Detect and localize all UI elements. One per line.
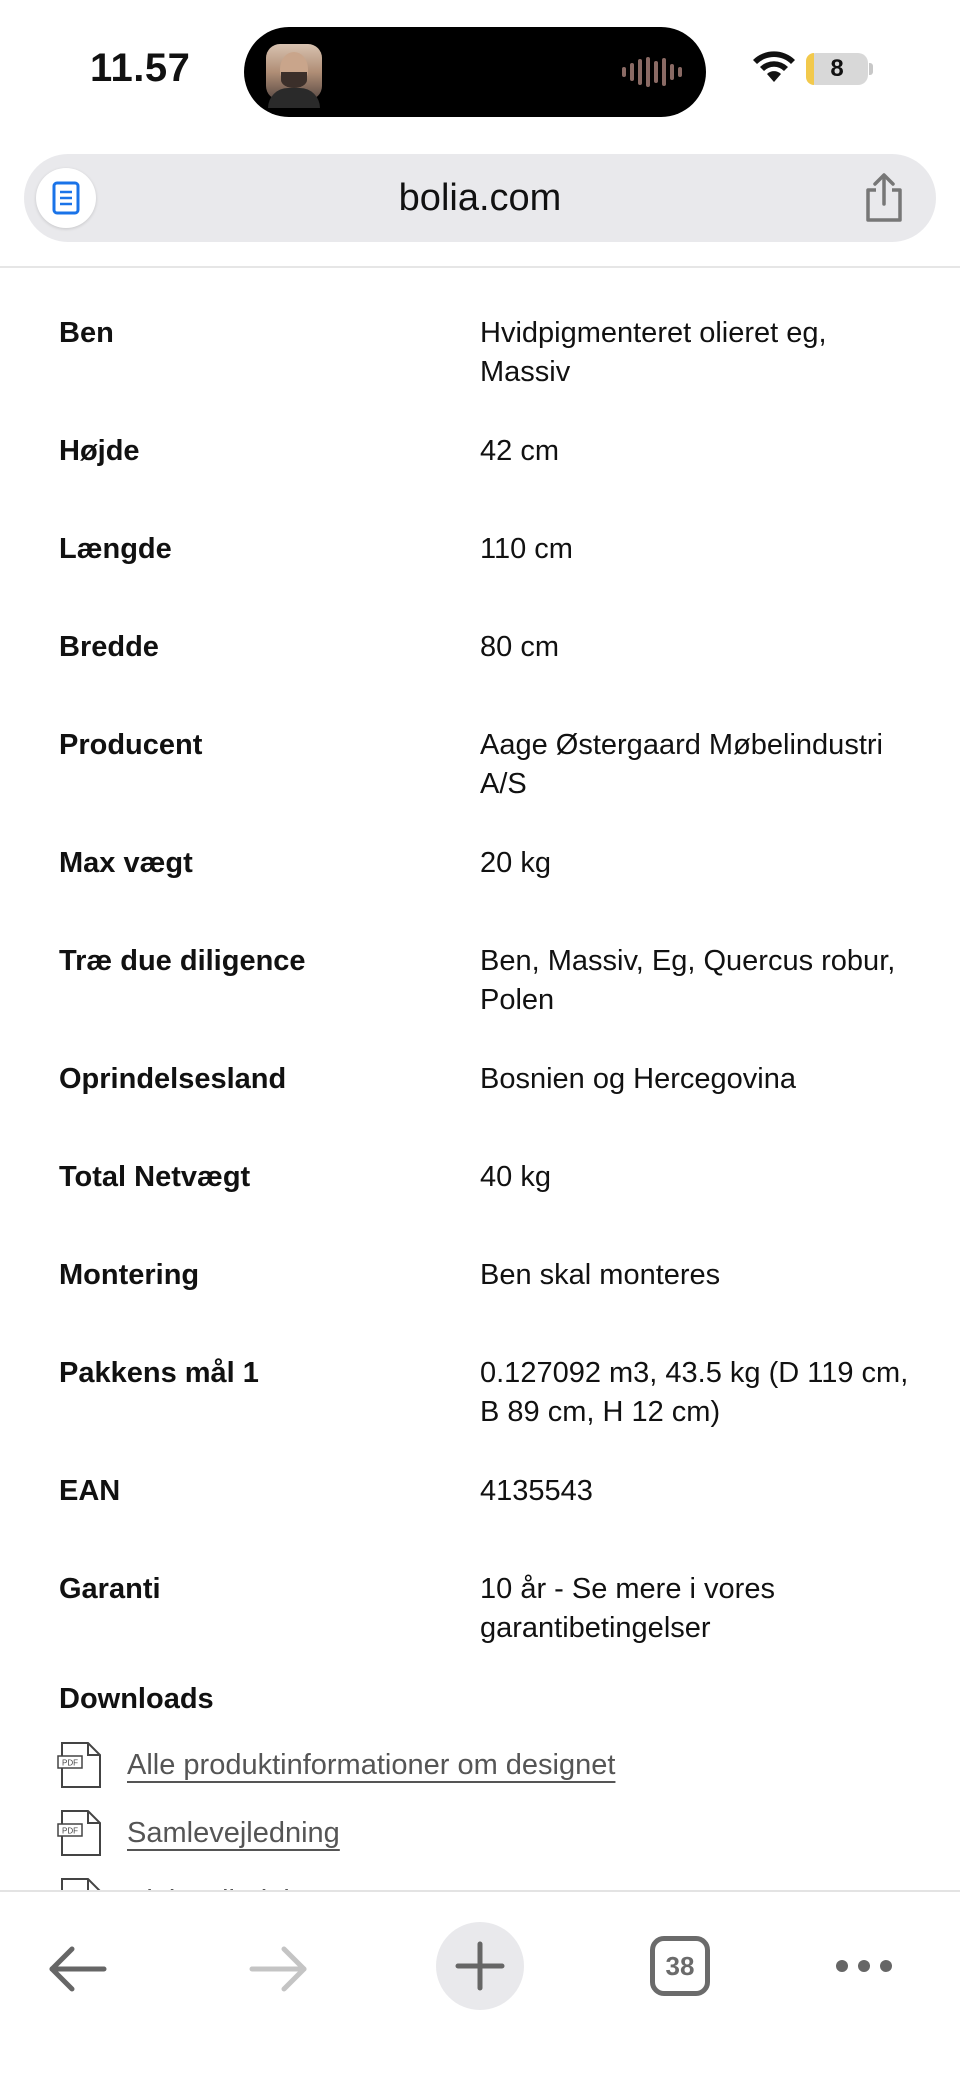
downloads-heading: Downloads <box>59 1683 214 1715</box>
spec-value: 80 cm <box>480 631 559 663</box>
svg-text:PDF: PDF <box>62 1826 78 1836</box>
download-link[interactable]: Samlevejledning <box>127 1817 340 1849</box>
wifi-icon <box>752 50 796 84</box>
share-icon[interactable] <box>860 172 908 224</box>
now-playing-avatar <box>266 44 322 100</box>
battery-cap <box>869 63 873 75</box>
spec-value: Aage Østergaard Møbelindustri A/S <box>480 729 883 800</box>
spec-label: Træ due diligence <box>59 945 306 977</box>
product-specifications <box>0 268 960 1888</box>
spec-label: Total Netvægt <box>59 1161 251 1193</box>
status-time: 11.57 <box>90 46 191 90</box>
spec-label: Længde <box>59 533 172 565</box>
spec-value: 0.127092 m3, 43.5 kg (D 119 cm, B 89 cm, H 12 cm) <box>480 1357 909 1428</box>
url-text[interactable]: bolia.com <box>398 177 562 219</box>
spec-label: Max vægt <box>59 847 193 879</box>
more-options-icon[interactable] <box>834 1956 894 1976</box>
tab-switcher-button[interactable]: 38 <box>650 1936 710 1996</box>
spec-value: Ben, Massiv, Eg, Quercus robur, Polen <box>480 945 896 1016</box>
download-link[interactable]: Alle produktinformationer om designet <box>127 1749 616 1781</box>
svg-text:PDF: PDF <box>62 1758 78 1768</box>
spec-value: Ben skal monteres <box>480 1259 721 1291</box>
spec-value: 42 cm <box>480 435 559 467</box>
download-item[interactable] <box>56 1740 856 1794</box>
battery-level: 8 <box>830 55 844 82</box>
spec-label: Pakkens mål 1 <box>59 1357 259 1389</box>
spec-label: Oprindelsesland <box>59 1063 287 1095</box>
address-bar[interactable] <box>24 154 936 242</box>
back-arrow-icon[interactable] <box>46 1944 110 1994</box>
dynamic-island[interactable] <box>244 27 706 117</box>
spec-value: 4135543 <box>480 1475 593 1507</box>
spec-label: Producent <box>59 729 203 761</box>
spec-label: Garanti <box>59 1573 161 1605</box>
forward-arrow-icon[interactable] <box>246 1944 310 1994</box>
spec-value: 20 kg <box>480 847 551 879</box>
new-tab-button[interactable] <box>436 1922 524 2010</box>
spec-label: Højde <box>59 435 140 467</box>
spec-label: Bredde <box>59 631 159 663</box>
pdf-icon <box>56 1740 106 1790</box>
spec-label: Montering <box>59 1259 200 1291</box>
download-item[interactable] <box>56 1808 856 1862</box>
plus-icon <box>436 1922 524 2010</box>
spec-value: Hvidpigmenteret olieret eg, Massiv <box>480 317 827 388</box>
spec-value: 110 cm <box>480 533 573 565</box>
browser-toolbar <box>0 1890 960 2081</box>
spec-value: 40 kg <box>480 1161 551 1193</box>
spec-label: Ben <box>59 317 114 349</box>
spec-value: Bosnien og Hercegovina <box>480 1063 796 1095</box>
battery-icon <box>806 53 868 85</box>
spec-value[interactable]: 10 år - Se mere i vores garantibetingelser <box>480 1573 775 1644</box>
audio-waveform-icon <box>622 57 682 87</box>
pdf-icon <box>56 1808 106 1858</box>
status-bar <box>0 0 960 140</box>
spec-label: EAN <box>59 1475 121 1507</box>
